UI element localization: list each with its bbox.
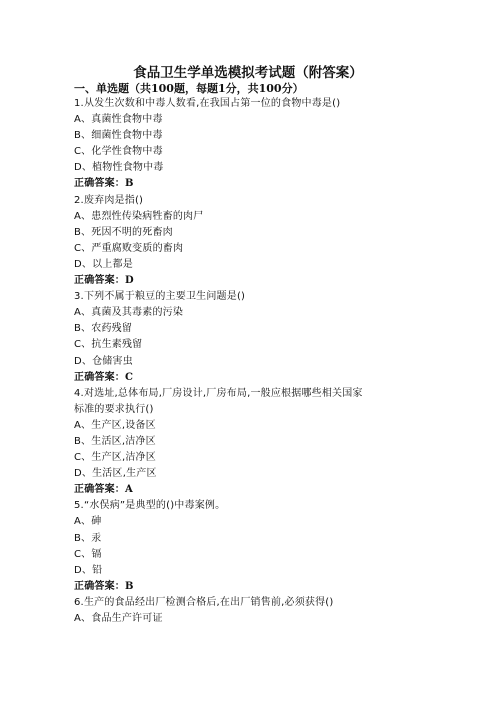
document-title: 食品卫生学单选模拟考试题（附答案） [133,65,363,81]
correct-answer: 正确答案：C [74,371,134,383]
question-text: 4.对选址,总体布局,厂房设计,厂房布局,一般应根据哪些相关国家 [74,387,363,399]
option-d: D、仓储害虫 [74,355,133,367]
question-text: 3.下列不属于粮豆的主要卫生问题是() [74,291,246,303]
question-list [74,96,434,627]
option-a: A、食品生产许可证 [74,613,163,624]
question-text: 1.从发生次数和中毒人数看,在我国占第一位的食物中毒是() [74,98,341,109]
option-a: A、真菌及其毒素的污染 [74,307,184,319]
option-d: D、以上都是 [74,258,133,270]
question-text: 5.“水俣病”是典型的()中毒案例。 [74,500,226,512]
option-a: A、患烈性传染病牲畜的肉尸 [74,210,204,222]
option-d: D、生活区,生产区 [74,468,157,480]
question-text: 2.废弃肉是指() [74,194,144,206]
option-a: A、真菌性食物中毒 [74,114,163,126]
option-b: B、农药残留 [74,323,133,335]
option-b: B、死因不明的死畜肉 [74,226,173,238]
option-a: A、砷 [74,516,102,528]
option-c: C、严重腐败变质的畜肉 [74,242,184,254]
question-text: 6.生产的食品经出厂检测合格后,在出厂销售前,必须获得() [74,596,334,608]
option-d: D、植物性食物中毒 [74,162,164,174]
option-b: B、细菌性食物中毒 [74,130,163,142]
correct-answer: 正确答案：B [74,178,134,190]
correct-answer: 正确答案：B [74,580,134,592]
option-c: C、化学性食物中毒 [74,146,163,158]
option-d: D、铅 [74,564,103,576]
option-a: A、生产区,设备区 [74,419,156,431]
option-c: C、抗生素残留 [74,339,143,351]
option-c: C、镉 [74,548,102,560]
option-c: C、生产区,洁净区 [74,452,156,464]
correct-answer: 正确答案：D [74,275,134,287]
section-heading: 一、单选题（共100题，每题1分，共100分） [74,82,304,95]
question-text-continued: 标准的要求执行() [74,403,154,415]
option-b: B、汞 [74,532,102,544]
correct-answer: 正确答案：A [74,484,133,496]
option-b: B、生活区,洁净区 [74,435,156,447]
